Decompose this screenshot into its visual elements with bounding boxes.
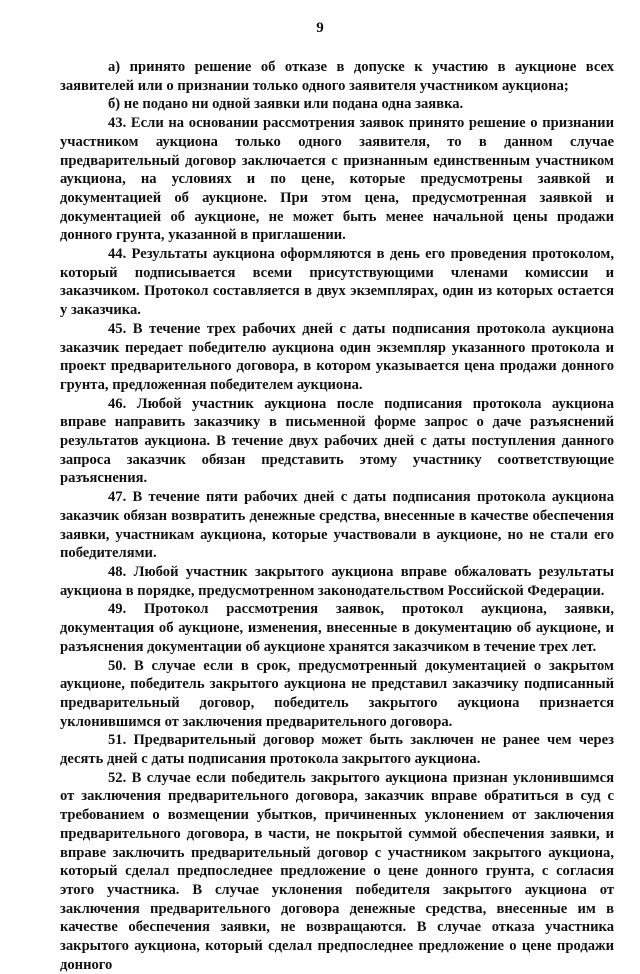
paragraph-clause-a: а) принято решение об отказе в допуске к участию в аукционе всех заявителей или о признании только одного заявителя участником аукциона; bbox=[60, 59, 614, 94]
paragraph-49: 49. Протокол рассмотрения заявок, протокол аукциона, заявки, документация об аукционе, изменения, внесенные в документацию об аукционе, и разъяснения документации об аукционе хранятся заказчиком в течение трех лет. bbox=[60, 601, 614, 655]
paragraph-44: 44. Результаты аукциона оформляются в день его проведения протоколом, который подписывается всеми присутствующими членами комиссии и заказчиком. Протокол составляется в двух экземплярах, один из которых остается у заказчика. bbox=[60, 246, 614, 319]
paragraph-47: 47. В течение пяти рабочих дней с даты подписания протокола аукциона заказчик обязан возвратить денежные средства, внесенные в качестве обеспечения заявки, участникам аукциона, которые участвовали в аукционе, но не стали его победителями. bbox=[60, 489, 614, 562]
paragraph-52: 52. В случае если победитель закрытого аукциона признан уклонившимся от заключения предварительного договора, заказчик вправе обратиться в суд с требованием о возмещении убытков, причиненных уклонением от заключения предварительного договора, в части, не покрытой суммой обеспечения заявки, и вправе заключить предварительный договор с участником закрытого аукциона, который сделал предпоследнее предложение о цене донного грунта, с согласия этого участника. В случае уклонения победителя закрытого аукциона от заключения предварительного договора денежные средства, внесенные им в качестве обеспечения заявки, не возвращаются. В случае отказа участника закрытого аукциона, который сделал предпоследнее предложение о цене продажи донного bbox=[60, 769, 614, 973]
paragraph-48: 48. Любой участник закрытого аукциона вправе обжаловать результаты аукциона в порядке, предусмотренном законодательством Российской Федерации. bbox=[60, 563, 614, 599]
page-number: 9 bbox=[316, 20, 324, 36]
paragraph-51: 51. Предварительный договор может быть заключен не ранее чем через десять дней с даты подписания протокола закрытого аукциона. bbox=[60, 732, 614, 768]
paragraph-50: 50. В случае если в срок, предусмотренный документацией о закрытом аукционе, победитель закрытого аукциона не представил заказчику подписанный предварительный договор, победитель закрытого аукциона признается уклонившимся от заключения предварительного договора. bbox=[60, 657, 614, 730]
document-body bbox=[60, 58, 614, 974]
paragraph-clause-b: б) не подано ни одной заявки или подана одна заявка. bbox=[108, 96, 464, 113]
paragraph-46: 46. Любой участник аукциона после подписания протокола аукциона вправе направить заказчику в письменной форме запрос о даче разъяснений результатов аукциона. В течение двух рабочих дней с даты поступления данного запроса заказчик обязан представить этому участнику соответствующие разъяснения. bbox=[60, 395, 614, 487]
paragraph-45: 45. В течение трех рабочих дней с даты подписания протокола аукциона заказчик передает победителю аукциона один экземпляр указанного протокола и проект предварительного договора, в котором указывается цена продажи донного грунта, предложенная победителем аукциона. bbox=[60, 320, 614, 393]
paragraph-43: 43. Если на основании рассмотрения заявок принято решение о признании участником аукциона только одного заявителя, то в данном случае предварительный договор заключается с признанным единственным участником аукциона, на условиях и по цене, которые предусмотрены заявкой и документацией об аукционе. При этом цена, предусмотренная заявкой и документацией об аукционе, не может быть менее начальной цены продажи донного грунта, указанной в приглашении. bbox=[60, 115, 614, 244]
